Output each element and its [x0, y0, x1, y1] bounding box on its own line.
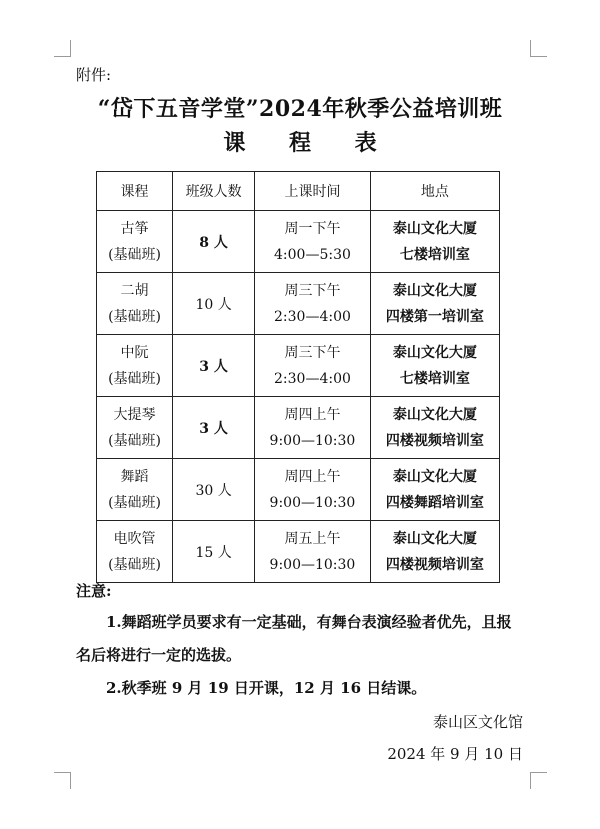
class-time: 9:00—10:30 — [269, 432, 356, 449]
class-size-cell: 8 人 — [173, 211, 255, 273]
note-dance-requirement: 1.舞蹈班学员要求有一定基础，有舞台表演经验者优先，且报名后将进行一定的选拔。 — [76, 613, 512, 664]
class-size-cell: 10 人 — [173, 273, 255, 335]
course-name: 舞蹈 — [120, 468, 149, 485]
class-day: 周四上午 — [284, 406, 341, 423]
location-building: 泰山文化大厦 — [392, 530, 477, 547]
class-size-cell: 3 人 — [173, 397, 255, 459]
course-cell — [97, 397, 173, 459]
location-building: 泰山文化大厦 — [392, 344, 477, 361]
crop-mark-bottom-right — [530, 772, 547, 789]
location-room: 四楼舞蹈培训室 — [385, 494, 484, 511]
class-day: 周五上午 — [284, 530, 341, 547]
class-size-cell: 30 人 — [173, 459, 255, 521]
location-building: 泰山文化大厦 — [392, 282, 477, 299]
location-room: 四楼视频培训室 — [385, 556, 484, 573]
time-cell — [255, 273, 371, 335]
location-building: 泰山文化大厦 — [392, 406, 477, 423]
location-room: 七楼培训室 — [399, 370, 470, 387]
class-time: 9:00—10:30 — [269, 494, 356, 511]
header-class-time: 上课时间 — [255, 172, 371, 211]
note-term-dates: 2.秋季班 9 月 19 日开课，12 月 16 日结课。 — [106, 679, 427, 697]
class-time: 4:00—5:30 — [274, 246, 351, 263]
course-name: 中阮 — [120, 344, 149, 361]
course-level: (基础班) — [108, 556, 162, 573]
table-row — [97, 273, 500, 335]
course-cell — [97, 335, 173, 397]
course-cell — [97, 211, 173, 273]
course-name: 大提琴 — [113, 406, 156, 423]
class-time: 2:30—4:00 — [274, 370, 351, 387]
course-name: 二胡 — [120, 282, 149, 299]
course-level: (基础班) — [108, 246, 162, 263]
table-header-row — [97, 172, 500, 211]
location-room: 四楼第一培训室 — [385, 308, 484, 325]
class-time: 2:30—4:00 — [274, 308, 351, 325]
class-day: 周三下午 — [284, 344, 341, 361]
table-row — [97, 335, 500, 397]
location-cell — [370, 335, 499, 397]
location-room: 四楼视频培训室 — [385, 432, 484, 449]
notes-heading: 注意: — [76, 582, 112, 600]
class-day: 周四上午 — [284, 468, 341, 485]
class-day: 周一下午 — [284, 220, 341, 237]
location-cell — [370, 521, 499, 583]
time-cell — [255, 459, 371, 521]
schedule-table — [96, 171, 500, 583]
location-building: 泰山文化大厦 — [392, 468, 477, 485]
location-cell — [370, 397, 499, 459]
table-row — [97, 459, 500, 521]
header-course: 课程 — [97, 172, 173, 211]
location-cell — [370, 211, 499, 273]
issue-date: 2024 年 9 月 10 日 — [387, 745, 523, 763]
crop-mark-bottom-left — [54, 772, 71, 789]
course-level: (基础班) — [108, 370, 162, 387]
crop-mark-top-right — [530, 40, 547, 57]
course-level: (基础班) — [108, 494, 162, 511]
location-cell — [370, 273, 499, 335]
table-row — [97, 397, 500, 459]
document-subtitle: 课 程 表 — [223, 130, 395, 156]
document-title: “岱下五音学堂”2024年秋季公益培训班 — [97, 96, 503, 122]
course-cell — [97, 459, 173, 521]
header-location: 地点 — [370, 172, 499, 211]
course-level: (基础班) — [108, 432, 162, 449]
course-level: (基础班) — [108, 308, 162, 325]
course-cell — [97, 521, 173, 583]
class-time: 9:00—10:30 — [269, 556, 356, 573]
time-cell — [255, 521, 371, 583]
course-name: 电吹管 — [113, 530, 156, 547]
table-row — [97, 211, 500, 273]
course-name: 古筝 — [120, 220, 149, 237]
attachment-label: 附件: — [76, 66, 112, 84]
crop-mark-top-left — [54, 40, 71, 57]
course-cell — [97, 273, 173, 335]
issuer-name: 泰山区文化馆 — [432, 713, 523, 731]
location-building: 泰山文化大厦 — [392, 220, 477, 237]
class-day: 周三下午 — [284, 282, 341, 299]
time-cell — [255, 211, 371, 273]
table-row — [97, 521, 500, 583]
location-room: 七楼培训室 — [399, 246, 470, 263]
header-class-size: 班级人数 — [173, 172, 255, 211]
class-size-cell: 15 人 — [173, 521, 255, 583]
location-cell — [370, 459, 499, 521]
class-size-cell: 3 人 — [173, 335, 255, 397]
time-cell — [255, 335, 371, 397]
time-cell — [255, 397, 371, 459]
